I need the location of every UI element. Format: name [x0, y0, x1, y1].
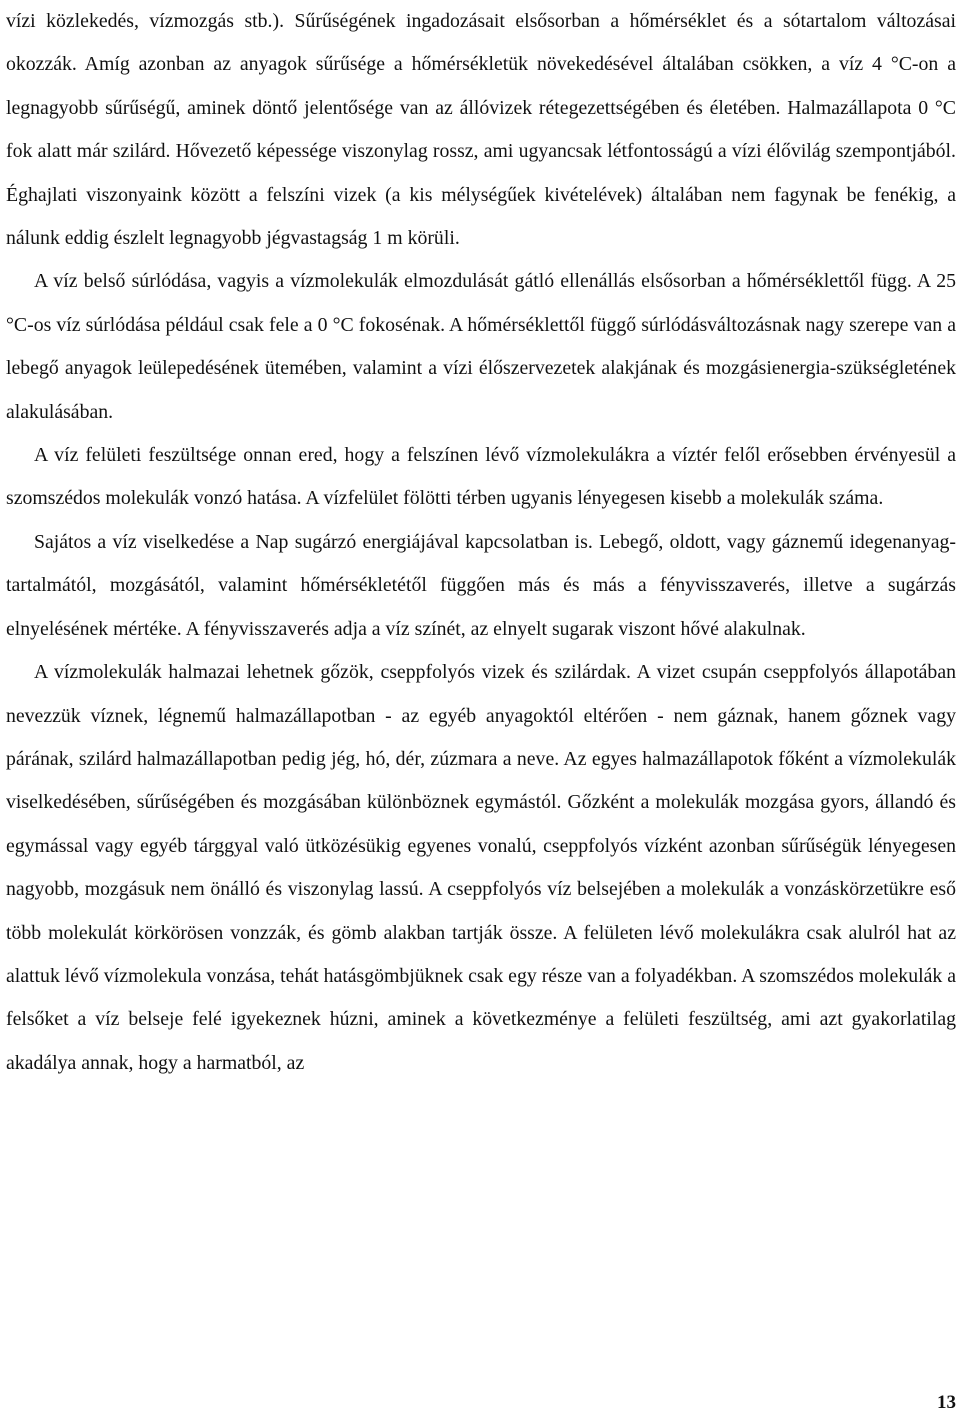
- page-number: 13: [937, 1392, 956, 1413]
- paragraph-friction: A víz belső súrlódása, vagyis a vízmolekulák elmozdulását gátló ellenállás elsősorban a hőmérséklettől függ. A 25 °C-os víz súrlódása például csak fele a 0 °C fokosénak. A hőmérséklettől függő súrlódásváltozásnak nagy szerepe van a lebegő anyagok leülepedésének ütemében, valamint a vízi élőszervezetek alakjának és mozgásienergia-szükségletének alakulásában.: [6, 270, 956, 423]
- paragraph-density: vízi közlekedés, vízmozgás stb.). Sűrűségének ingadozásait elsősorban a hőmérséklet és a sótartalom változásai okozzák. Amíg azonban az anyagok sűrűsége a hőmérsékletük növekedésével általában csökken, a víz 4 °C-on a legnagyobb sűrűségű, aminek döntő jelentősége van az állóvizek rétegezettségében és életében. Halmazállapota 0 °C fok alatt már szilárd. Hővezető képessége viszonylag rossz, ami ugyancsak létfontosságú a vízi élővilág szempontjából. Éghajlati viszonyaink között a felszíni vizek (a kis mélységűek kivételévek) általában nem fagynak be fenékig, a nálunk eddig észlelt legnagyobb jégvastagság 1 m körüli.: [6, 10, 956, 250]
- paragraph-surface-tension: A víz felületi feszültsége onnan ered, hogy a felszínen lévő vízmolekulákra a víztér felől erősebben érvényesül a szomszédos molekulák vonzó hatása. A vízfelület fölötti térben ugyanis lényegesen kisebb a molekulák száma.: [6, 444, 956, 510]
- document-page: [6, 0, 956, 1085]
- paragraph-states-of-matter: A vízmolekulák halmazai lehetnek gőzök, cseppfolyós vizek és szilárdak. A vizet csupán cseppfolyós állapotában nevezzük víznek, légnemű halmazállapotban - az egyéb anyagoktól eltérően - nem gáznak, hanem gőznek vagy párának, szilárd halmazállapotban pedig jég, hó, dér, zúzmara a neve. Az egyes halmazállapotok főként a vízmolekulák viselkedésében, sűrűségében és mozgásában különböznek egymástól. Gőzként a molekulák mozgása gyors, állandó és egymással vagy egyéb tárggyal való ütközésükig egyenes vonalú, cseppfolyós vízként azonban sűrűségük lényegesen nagyobb, mozgásuk nem önálló és viszonylag lassú. A cseppfolyós víz belsejében a molekulák a vonzáskörzetükre eső több molekulát körkörösen vonzzák, és gömb alakban tartják össze. A felületen lévő molekulákra csak alulról hat az alattuk lévő vízmolekula vonzása, tehát hatásgömbjüknek csak egy része van a folyadékban. A szomszédos molekulák a felsőket a víz belseje felé igyekeznek húzni, aminek a következménye a felületi feszültség, ami azt gyakorlatilag akadálya annak, hogy a harmatból, az: [6, 661, 956, 1074]
- paragraph-solar-energy: Sajátos a víz viselkedése a Nap sugárzó energiájával kapcsolatban is. Lebegő, oldott, vagy gáznemű idegenanyag-tartalmától, mozgásától, valamint hőmérsékletétől függően más és más a fényvisszaverés, illetve a sugárzás elnyelésének mértéke. A fényvisszaverés adja a víz színét, az elnyelt sugarak viszont hővé alakulnak.: [6, 530, 956, 640]
